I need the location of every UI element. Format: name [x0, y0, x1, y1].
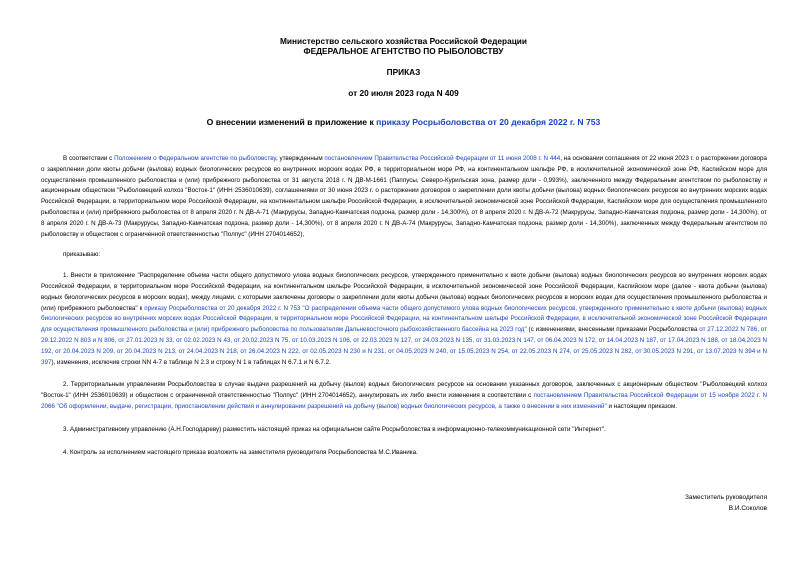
preamble-text: В соответствии с	[63, 155, 115, 162]
item-1-text: 1. Внести в приложение "Распределение объема части общего допустимого улова водных биологических ресурсов, утвержденного применительно к квоте добычи (вылова) водных биологических ресурсов во внутренних морских водах Российской Федерации, в территориальном море Российской Федерации, на континентальном шельфе Российской Федерации, в исключительной экономической зоне Российской Федерации, Каспийском море (далее - квота добычи (вылова) водных биологических ресурсов в морских водах), между лицами, с которыми заключены договоры о закреплении доли квоты добычи (вылова) водных биологических ресурсов в морских водах для осуществления промышленного рыболовства и (или) прибрежного рыболовства" к	[41, 272, 767, 312]
doc-title	[0, 117, 807, 127]
order-753-link[interactable]: приказу Росрыболовства от 20 декабря 2022 г. N 753	[376, 117, 601, 127]
doc-type: ПРИКАЗ	[386, 67, 421, 77]
item-2-paragraph	[41, 380, 767, 412]
item-1-text: ), изменения, исключив строки NN 4-7 в таблице N 2.3 и строку N 1 в таблицах N 6.7.1 и N 6.7.2.	[51, 358, 331, 366]
agency-name: ФЕДЕРАЛЬНОЕ АГЕНТСТВО ПО РЫБОЛОВСТВУ	[303, 46, 504, 56]
prikazyvayu-text: приказываю:	[63, 251, 101, 259]
regulation-link[interactable]: Положением о Федеральном агентстве по рыболовству	[114, 155, 276, 162]
amendment-orders-link[interactable]: от 27.12.2022 N 786, от 29.12.2022 N 803 и N 806, от 27.01.2023 N 33, от 02.02.2023 N 43, от 20.02.2023 N 75, от 10.03.2023 N 106, от 22.03.2023 N 127, от 24.03.2023 N 135, от 31.03.2023 N 147, от 06.04.2023 N 172, от 14.04.2023 N 187, от 17.04.2023 N 188, от 18.04.2023 N 192, от 20.04.2023 N 209, от 20.04.2023 N 213, от 24.04.2023 N 218, от 26.04.2023 N 222, от 02.05.2023 N 230 и N 231, от 04.05.2023 N 240, от 15.05.2023 N 254, от 22.05.2023 N 274, от 25.05.2023 N 282, от 30.05.2023 N 291, от 13.07.2023 N 394 и N 397	[41, 326, 767, 366]
signer-name: В.И.Соколов	[728, 504, 767, 512]
signer-position: Заместитель руководителя	[685, 494, 767, 501]
item-1-text: (с изменениями, внесенными приказами Росрыболовства	[526, 326, 700, 334]
item-3-paragraph: 3. Административному управлению (А.Н.Господареву) разместить настоящий приказ на официальном сайте Росрыболовства в информационно-телекоммуникационной сети "Интернет".	[63, 425, 606, 433]
preamble-text: , на основании соглашения от 22 июня 2023 г. о расторжении договора о закреплении доли квоты добычи (вылова) водных биологических ресурсов во внутренних морских водах РФ, в территориальном море РФ, на континентальном шельфе РФ, в исключительной экономической зоне РФ, Каспийском море для осуществления промышленного рыболовства и (или) прибрежного рыболовства от 31 августа 2018 г. N ДВ-М-1661 (Паппусы, Северо-Курильская зона, размер доли - 0,993%), заключенного между Федеральным агентством по рыболовству и акционерным обществом "Рыболовецкий колхоз "Восток-1" (ИНН 2536010639), соглашениями от 30 июня 2023 г. о расторжении договоров о закреплении доли квоты добычи (вылова) водных биологических ресурсов во внутренних морских водах Российской Федерации, в территориальном море Российской Федерации, на континентальном шельфе Российской Федерации, в исключительной экономической зоне Российской Федерации, Каспийском море для осуществления промышленного рыболовства и (или) прибрежного рыболовства от 8 апреля 2020 г. N ДВ-А-71 (Макрурусы, Западно-Камчатская подзона, размер доли - 14,300%), от 8 апреля 2020 г. N ДВ-А-72 (Макрурусы, Западно-Камчатская подзона, размер доли - 14,300%), от 8 апреля 2020 г. N ДВ-А-73 (Макрурусы, Западно-Камчатская подзона, размер доли - 14,300%), от 8 апреля 2020 г. N ДВ-А-74 (Макрурусы, Западно-Камчатская подзона, размер доли - 14,300%), заключенных между Федеральным агентством по рыболовству и обществом с ограниченной ответственностью "Полпус" (ИНН 2704014652),	[41, 155, 767, 238]
doc-date-number: от 20 июля 2023 года N 409	[348, 88, 459, 98]
preamble-paragraph	[41, 154, 767, 240]
document-body	[41, 154, 767, 458]
signature-block	[685, 493, 767, 514]
item-4-paragraph: 4. Контроль за исполнением настоящего приказа возложить на заместителя руководителя Росрыболовства М.С.Иваника.	[63, 448, 418, 456]
item-1-paragraph	[41, 271, 767, 368]
resolution-2066-link[interactable]: постановлением Правительства Российской Федерации от 15 ноября 2022 г. N 2066 "Об оформлении, выдаче, регистрации, приостановлении действия и аннулировании разрешений на добычу (вылов) водных биологических ресурсов, а также о внесении в них изменений"	[41, 392, 767, 410]
item-2-text: и настоящим приказом.	[606, 402, 678, 410]
preamble-text: , утвержденным	[275, 155, 325, 162]
item-2-text: 2. Территориальным управлениям Росрыболовства в случае выдачи разрешений на добычу (вылов) водных биологических ресурсов на основании указанных договоров, заключенных с акционерным обществом "Рыболовецкий колхоз "Восток-1" (ИНН 2536010639) и обществом с ограниченной ответственностью "Полпус" (ИНН 2704014652), аннулировать их либо внести изменения в соответствии с	[41, 381, 767, 400]
resolution-444-link[interactable]: постановлением Правительства Российской Федерации от 11 июня 2008 г. N 444	[324, 155, 561, 162]
ministry-name: Министерство сельского хозяйства Российской Федерации	[280, 36, 527, 46]
order-753-full-link[interactable]: приказу Росрыболовства от 20 декабря 2022 г. N 753 "О распределении объема части общего допустимого улова водных биологических ресурсов, утвержденного применительно к квоте добычи (вылова) водных биологических ресурсов во внутренних морских водах Российской Федерации, в территориальном море Российской Федерации, на континентальном шельфе Российской Федерации, в исключительной экономической зоне Российской Федерации для осуществления промышленного рыболовства и (или) прибрежного рыболовства по пользователям Дальневосточного рыбохозяйственного бассейна на 2023 год"	[41, 304, 767, 334]
doc-title-text: О внесении изменений в приложение к	[206, 117, 377, 127]
